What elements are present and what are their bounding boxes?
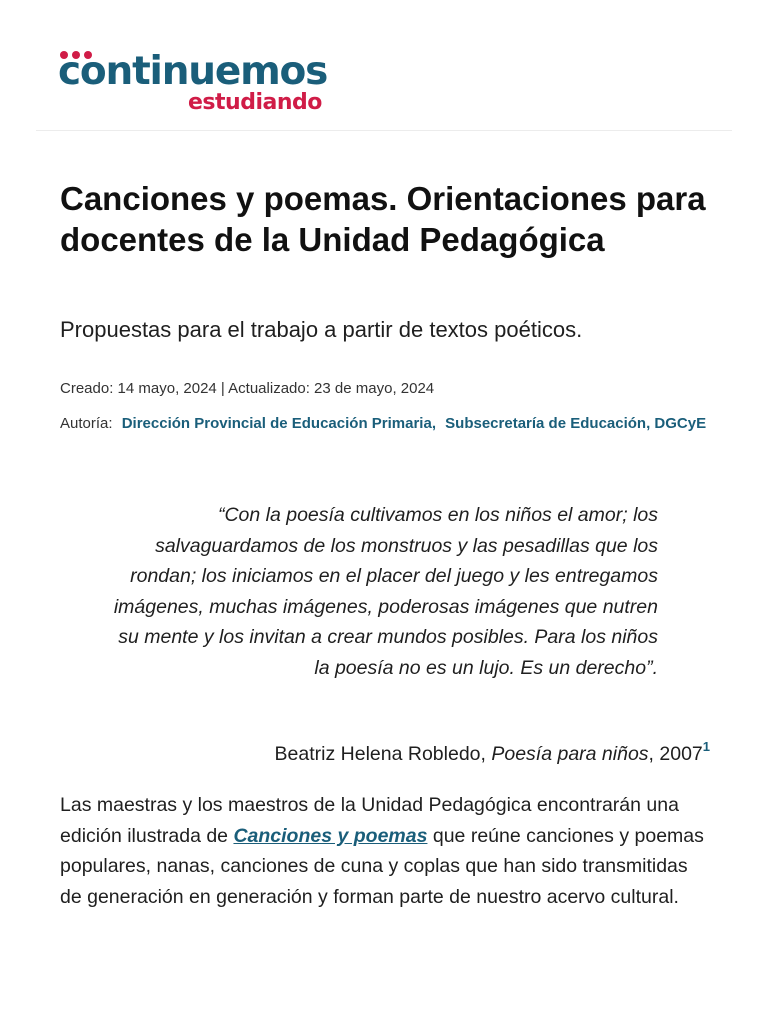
footnote-ref [703,739,710,754]
header-divider [36,130,732,131]
quote-work-title: Poesía para niños [491,743,649,765]
intro-text-before: Las maestras y los maestros de la Unidad Pedagógica encontrarán una edición ilustrada de [60,794,679,847]
site-logo[interactable] [60,46,360,122]
quote-year: , 2007 [648,743,703,765]
epigraph-quote: “Con la poesía cultivamos en los niños el amor; los salvaguardamos de los monstruos y las pesadillas que los rondan; los iniciamos en el placer del juego y les entregamos imágenes, muchas imágenes, poderosas imágenes que nutren su mente y los invitan a crear mundos posibles. Para los niños la poesía no es un lujo. Es un derecho”. [113,504,658,679]
logo-wordmark-main: continuemos [58,49,328,94]
article-title: Canciones y poemas. Orientaciones para docentes de la Unidad Pedagógica [60,180,706,258]
logo-wordmark-sub: estudiando [188,90,322,115]
intro-text-after: que reúne canciones y poemas populares, nanas, canciones de cuna y coplas que han sido transmitidas de generación en generación y forman parte de nuestro acervo cultural. [60,824,704,908]
author-link-dgcye[interactable]: DGCyE [654,415,707,432]
intro-paragraph [60,790,708,912]
quote-author: Beatriz Helena Robledo, [274,743,492,765]
authorship-label: Autoría: [60,415,113,432]
quote-attribution [100,738,710,770]
site-header [0,0,768,132]
article-authorship [60,408,740,439]
footnote-link[interactable]: 1 [702,739,710,754]
article-subtitle: Propuestas para el trabajo a partir de textos poéticos. [60,317,583,342]
author-link-subsecretaria[interactable]: Subsecretaría de Educación, [445,415,651,432]
author-link-primaria[interactable]: Dirección Provincial de Educación Primaria, [121,415,436,432]
article-dates: Creado: 14 mayo, 2024 | Actualizado: 23 de mayo, 2024 [60,380,435,397]
canciones-y-poemas-link[interactable]: Canciones y poemas [233,824,428,847]
